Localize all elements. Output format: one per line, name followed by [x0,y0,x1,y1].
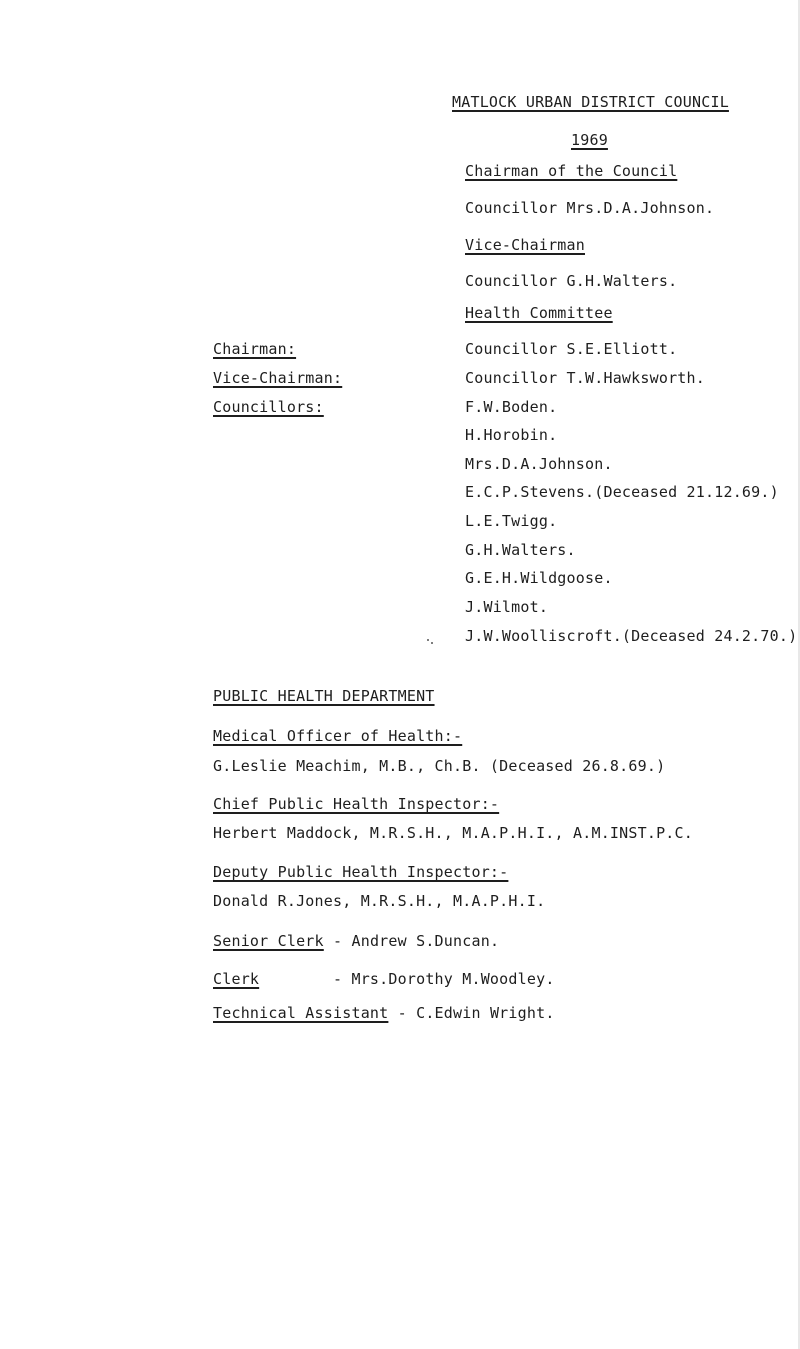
staff-row-senior-clerk [213,932,499,950]
council-title: MATLOCK URBAN DISTRICT COUNCIL [452,93,729,111]
public-health-heading: PUBLIC HEALTH DEPARTMENT [213,687,435,705]
cphi-label: Chief Public Health Inspector:- [213,795,500,813]
staff-separator: - [323,932,352,950]
councillor-item: H.Horobin. [465,426,558,444]
chairman-council-heading: Chairman of the Council [465,162,678,180]
chairman-council-name: Councillor Mrs.D.A.Johnson. [465,199,715,217]
hc-chairman-label: Chairman: [213,340,297,358]
staff-label: Technical Assistant [213,1004,389,1022]
scan-speck [431,642,433,644]
councillor-item: Mrs.D.A.Johnson. [465,455,613,473]
hc-councillors-label: Councillors: [213,398,324,416]
hc-vice-chairman-name: Councillor T.W.Hawksworth. [465,369,705,387]
councillor-item: F.W.Boden. [465,398,558,416]
health-committee-heading: Health Committee [465,304,613,322]
staff-separator: - [259,970,352,988]
moh-label: Medical Officer of Health:- [213,727,463,745]
vice-chairman-name: Councillor G.H.Walters. [465,272,678,290]
staff-name: C.Edwin Wright. [416,1004,555,1022]
hc-chairman-name: Councillor S.E.Elliott. [465,340,678,358]
staff-separator: - [388,1004,417,1022]
dphi-label: Deputy Public Health Inspector:- [213,863,509,881]
staff-row-technical-assistant [213,1004,555,1022]
dphi-name: Donald R.Jones, M.R.S.H., M.A.P.H.I. [213,892,546,910]
staff-row-clerk [213,970,555,988]
councillor-item: G.H.Walters. [465,541,576,559]
staff-name: Andrew S.Duncan. [351,932,500,950]
vice-chairman-heading: Vice-Chairman [465,236,585,254]
staff-label: Clerk [213,970,260,988]
councillor-item: J.W.Woolliscroft.(Deceased 24.2.70.) [465,627,798,645]
scan-speck [427,639,429,641]
councillor-item: J.Wilmot. [465,598,549,616]
councillor-item: G.E.H.Wildgoose. [465,569,613,587]
hc-vice-chairman-label: Vice-Chairman: [213,369,343,387]
staff-label: Senior Clerk [213,932,324,950]
councillor-item: E.C.P.Stevens.(Deceased 21.12.69.) [465,483,779,501]
staff-name: Mrs.Dorothy M.Woodley. [351,970,555,988]
report-year: 1969 [571,131,608,149]
councillor-item: L.E.Twigg. [465,512,558,530]
cphi-name: Herbert Maddock, M.R.S.H., M.A.P.H.I., A.M.INST.P.C. [213,824,693,842]
moh-name: G.Leslie Meachim, M.B., Ch.B. (Deceased 26.8.69.) [213,757,666,775]
